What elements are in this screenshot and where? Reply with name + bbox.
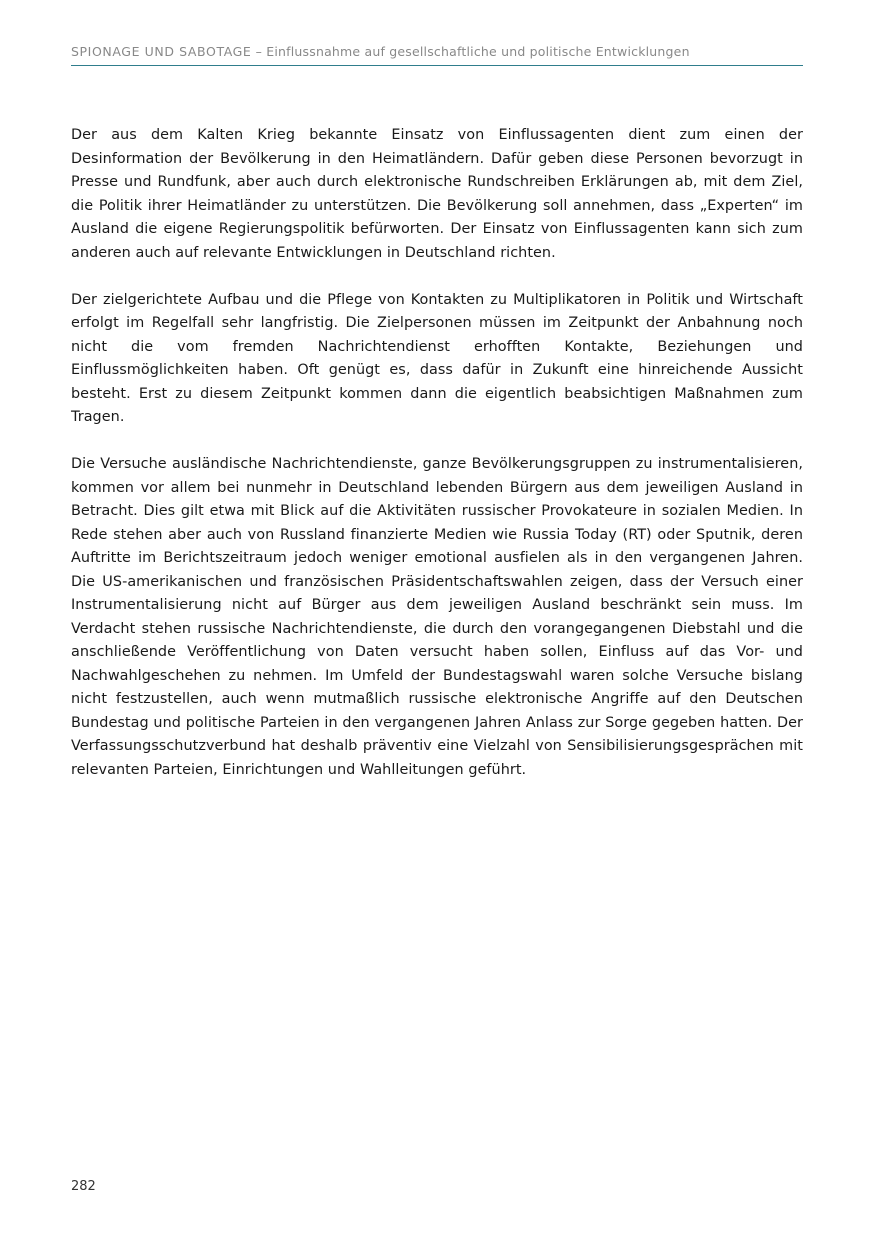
running-header: [71, 44, 803, 66]
paragraph-contact-building: Der zielgerichtete Aufbau und die Pflege von Kontakten zu Multiplikatoren in Politik und Wirtschaft erfolgt im Regelfall sehr langfristig. Die Zielpersonen müssen im Zeitpunkt der Anbahnung noch nicht die vom fremden Nachrichtendienst erhofften Kontakte, Beziehungen und Einflussmöglichkeiten haben. Oft genügt es, dass dafür in Zukunft eine hinreichende Aussicht besteht. Erst zu diesem Zeitpunkt kommen dann die eigentlich beabsichtigen Maßnahmen zum Tragen.: [71, 291, 803, 425]
header-separator: –: [251, 44, 267, 59]
header-subtitle: Einflussnahme auf gesellschaftliche und politische Entwicklungen: [266, 44, 690, 59]
paragraph-instrumentalization: Die Versuche ausländische Nachrichtendienste, ganze Bevölkerungsgruppen zu instrumentalisieren, kommen vor allem bei nunmehr in Deutschland lebenden Bürgern aus dem jeweiligen Ausland in Betracht. Dies gilt etwa mit Blick auf die Aktivitäten russischer Provokateure in sozialen Medien. In Rede stehen aber auch von Russland finanzierte Medien wie Russia Today (RT) oder Sputnik, deren Auftritte im Berichtszeitraum jedoch weniger emotional ausfielen als in den vergangenen Jahren. Die US-amerikanischen und französischen Präsidentschaftswahlen zeigen, dass der Versuch einer Instrumentalisierung nicht auf Bürger aus dem jeweiligen Ausland beschränkt sein muss. Im Verdacht stehen russische Nachrichtendienste, die durch den vorangegangenen Diebstahl und die anschließende Veröffentlichung von Daten versucht haben sollen, Einfluss auf das Vor- und Nachwahlgeschehen zu nehmen. Im Umfeld der Bundestagswahl waren solche Versuche bislang nicht festzustellen, auch wenn mutmaßlich russische elektronische Angriffe auf den Deutschen Bundestag und politische Parteien in den vergangenen Jahren Anlass zur Sorge gegeben hatten. Der Verfassungsschutzverbund hat deshalb präventiv eine Vielzahl von Sensibilisierungsgesprächen mit relevanten Parteien, Einrichtungen und Wahlleitungen geführt.: [71, 456, 803, 778]
page-number: 282: [71, 1179, 96, 1194]
body-text: [71, 124, 803, 806]
header-section-title: SPIONAGE UND SABOTAGE: [71, 44, 252, 59]
paragraph-influence-agents: Der aus dem Kalten Krieg bekannte Einsatz von Einflussagenten dient zum einen der Desinformation der Bevölkerung in den Heimatländern. Dafür geben diese Personen bevorzugt in Presse und Rundfunk, aber auch durch elektronische Rundschreiben Erklärungen ab, mit dem Ziel, die Politik ihrer Heimatländer zu unterstützen. Die Bevölkerung soll annehmen, dass „Experten“ im Ausland die eigene Regierungspolitik befürworten. Der Einsatz von Einflussagenten kann sich zum anderen auch auf relevante Entwicklungen in Deutschland richten.: [71, 127, 803, 261]
